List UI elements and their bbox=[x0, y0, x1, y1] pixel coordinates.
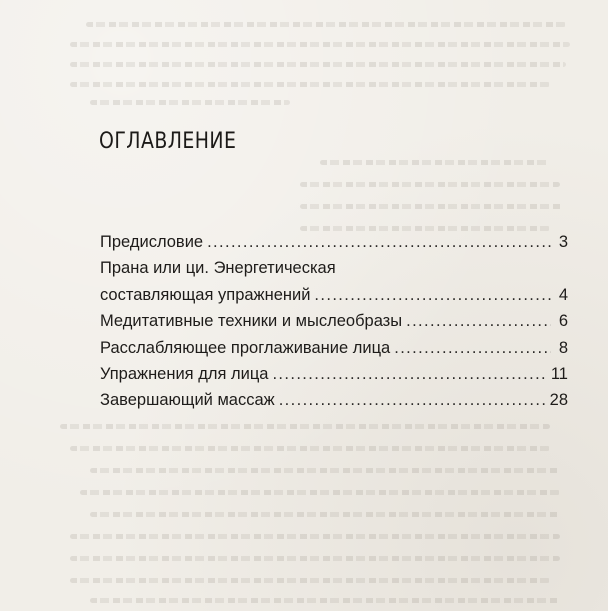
dot-leader bbox=[406, 308, 551, 334]
toc-entry-title: Упражнения для лица bbox=[100, 364, 269, 383]
toc-entry-line bbox=[100, 387, 568, 413]
toc-entry-title: Медитативные техники и мыслеобразы bbox=[100, 312, 403, 331]
toc-page-number: 11 bbox=[550, 364, 568, 383]
toc-entry-title: Расслабляющее проглаживание лица bbox=[100, 338, 391, 357]
toc-page-number: 6 bbox=[558, 312, 568, 331]
toc-entry bbox=[100, 229, 568, 255]
dot-leader bbox=[272, 361, 547, 387]
toc-entry-title: Завершающий массаж bbox=[100, 391, 275, 410]
toc-page-number: 4 bbox=[558, 285, 568, 304]
toc-list bbox=[100, 229, 568, 414]
toc-entry-title: составляющая упражнений bbox=[100, 285, 311, 304]
toc-entry-line bbox=[100, 308, 568, 334]
dot-leader bbox=[279, 387, 547, 413]
toc-page-number: 3 bbox=[558, 233, 568, 251]
toc-entry-line bbox=[100, 335, 568, 361]
dot-leader bbox=[394, 335, 551, 361]
toc-entry-line bbox=[100, 282, 568, 308]
toc-entry bbox=[100, 387, 568, 413]
toc-heading: ОГЛАВЛЕНИЕ bbox=[99, 129, 237, 154]
toc-entry-title: Предисловие bbox=[100, 233, 204, 251]
toc-page-number: 8 bbox=[558, 338, 568, 357]
toc-entry-line bbox=[100, 229, 568, 255]
toc-page-number: 28 bbox=[549, 391, 568, 410]
dot-leader bbox=[207, 229, 551, 255]
toc-entry bbox=[100, 255, 568, 308]
toc-entry bbox=[100, 361, 568, 387]
toc-entry-line bbox=[100, 361, 568, 387]
toc-entry-title: Прана или ци. Энергетическая bbox=[100, 259, 336, 278]
dot-leader bbox=[314, 282, 551, 308]
toc-entry bbox=[100, 308, 568, 334]
toc-entry bbox=[100, 335, 568, 361]
toc-entry-line bbox=[100, 255, 568, 281]
